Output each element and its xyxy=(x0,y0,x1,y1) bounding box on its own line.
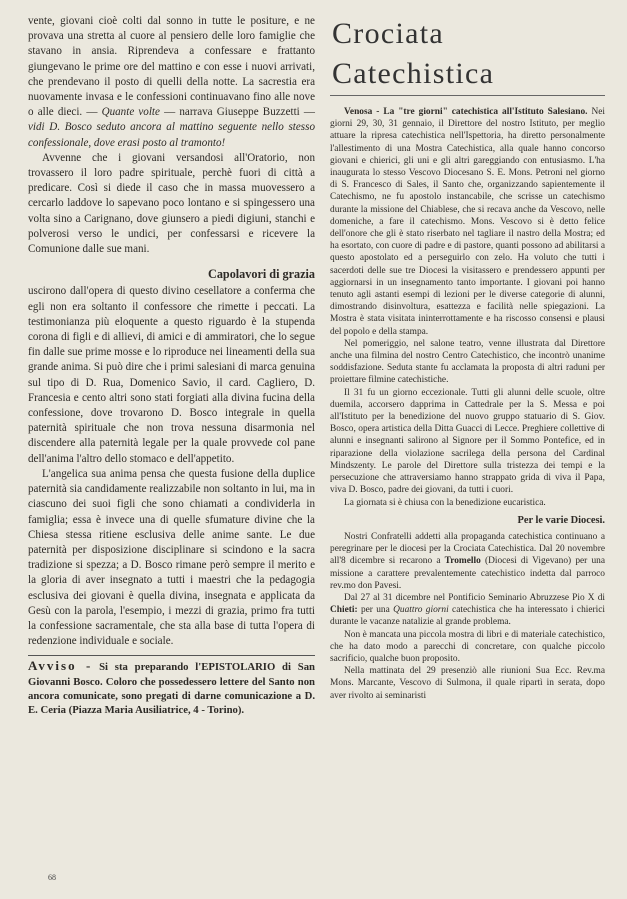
paragraph: vente, giovani cioè colti dal sonno in tutte le positure, e ne provava una stretta al cuore al pensiero delle loro famiglie che stavano in ansia. Riprendeva a confessare e frattanto giungevano le prime ore del mattino e con esse i nuovi arrivati, che prendevano il posto di quelli della notte. La sacrestia era nuovamente invasa e le confessioni continuavano fino alle nove o alle dieci. — Quante volte — narrava Giuseppe Buzzetti — vidi D. Bosco seduto ancora al mattino seguente nello stesso confessionale, dove erasi posto al tramonto! xyxy=(28,15,315,149)
paragraph: Dal 27 al 31 dicembre nel Pontificio Seminario Abruzzese Pio X di Chieti: per una Quattro giorni catechistica che ha interessato i chierici durante le vacanze natalizie al grande problema. xyxy=(330,592,606,628)
page-title: Crociata Catechistica xyxy=(330,14,605,96)
right-column xyxy=(330,14,605,702)
notice-text: Si sta preparando l'EPISTOLARIO di San Giovanni Bosco. Coloro che possedessero lettere del Santo non ancora comunicate, sono pregati di darne comunicazione a D. E. Ceria (Piazza Maria Ausiliatrice, 4 - Torino). xyxy=(28,661,315,716)
paragraph: Avvenne che i giovani versandosi all'Oratorio, non trovassero il loro padre spirituale, perchè fuori di città a predicare. Così si diede il caso che in massa muovessero a cercarlo laddove lo sapevano poco lontano e si spingessero una volta sino a Carignano, dove giunsero a piedi digiuni, stanchi e polverosi verso le undici, per confessarsi e ricevere la Comunione dalle sue mani. xyxy=(28,151,315,256)
notice-box xyxy=(28,659,315,717)
paragraph: Nel pomeriggio, nel salone teatro, venne illustrata dal Direttore anche una filmina del nostro Centro Catechistico, che incontrò unanime soddisfazione. Seduta stante fu acclamata la proposta di altri raduni per proiettare filmine catechistiche. xyxy=(330,338,605,386)
notice-lead: Avviso - xyxy=(28,658,93,674)
divider xyxy=(28,655,315,656)
paragraph: Non è mancata una piccola mostra di libri e di materiale catechistico, che ha dato modo a parecchi di concretare, con qualche piccolo sacrificio, qualche buon proposito. xyxy=(330,629,605,664)
paragraph: La giornata si è chiusa con la benedizione eucaristica. xyxy=(344,497,546,508)
paragraph: Nella mattinata del 29 presenziò alle riunioni Sua Ecc. Rev.ma Mons. Marcante, Vescovo di Sulmona, il quale ripartì in serata, dopo aver rivolto ai seminaristi xyxy=(330,666,605,701)
paragraph: Nostri Confratelli addetti alla propaganda catechistica continuano a peregrinare per le diocesi per la Crociata Catechistica. Dal 20 novembre all'8 dicembre si recarono a Tromello (Diocesi di Vigevano) per una missione a carattere prevalentemente catechistico indetta dal parroco rev.mo don Pavesi. xyxy=(330,531,606,591)
section-heading: Capolavori di grazia xyxy=(208,267,315,282)
left-column xyxy=(28,14,315,717)
paragraph: uscirono dall'opera di questo divino cesellatore a conferma che egli non era soltanto il confessore che rimette i peccati. La testimonianza più eloquente a questo riguardo è la stupenda corona di figli e di allievi, di amici e di ammiratori, che lo segue fin dalle sue prime mosse e lo riproduce nei lineamenti della sua grande anima. Si può dire che i primi salesiani di marca genuina sul tipo di D. Rua, Domenico Savio, il card. Cagliero, D. Francesia e cento altri sono stati forgiati alla divina fucina della confessione, dove trovarono D. Bosco integrale in quella paternità spirituale che non trova nessuna disarmonia nel discendere alla paternità legale per la quale provvede col pane dell'anima l'altro dello stomaco e dell'appetito. xyxy=(28,285,315,465)
paragraph: L'angelica sua anima pensa che questa fusione della duplice paternità sia candidamente realizzabile non soltanto in lui, ma in ciascuno dei suoi figli che sono chiamati a condividerla in famiglia; essa è invece una di quelle sfumature divine che la Chiesa stessa ritiene esclusiva delle anime sante. Le due paternità per disposizione disciplinare si scindono e la sacra tradizione si spezza; a D. Bosco rimane però sempre il merito e la gloria di aver insegnato a tutti i maestri che la pedagogia esclusiva dei giovani è quella divina, insegnata e applicata da Gesù con la parola, l'esempio, i mezzi di grazia, primo fra tutti la confessione sacramentale, che sta alla base di tutta l'opera di redenzione individuale e sociale. xyxy=(28,467,315,648)
page-number: 68 xyxy=(48,873,56,882)
paragraph: Il 31 fu un giorno eccezionale. Tutti gli alunni delle scuole, oltre duemila, accorsero dapprima in Cattedrale per la S. Messa e poi all'Istituto per la benedizione del nuovo gruppo statuario di S. Giov. Bosco, opera artistica della Ditta Guacci di Lecce. Preghiere collettive di alunni e insegnanti salirono al Signore per il Sommo Pontefice, ed in riparazione della violazione sacrilega della persona del Cardinal Mindszenty. Le parole del Direttore sulla tristezza dei tempi e la persecuzione che attraversiamo hanno strappato grida di viva il Papa, viva D. Bosco, padre dei giovani, da tutti i cuori. xyxy=(330,387,605,496)
paragraph: Venosa - La "tre giorni" catechistica all'Istituto Salesiano. Nei giorni 29, 30, 31 gennaio, il Direttore del nostro Istituto, per meglio attuare la ripresa catechistica nell'Ispettoria, ha diretto personalmente l'allestimento di una Mostra Catechistica, alla quale hanno concorso giovani e chierici, gli uni e gli altri gareggiando con entusiasmo. L'ha inaugurata lo stesso Vescovo Diocesano S. E. Mons. Petroni nel giorno di S. Francesco di Sales, il Santo che, organizzando sapientemente il Catechismo, ne fu apostolo instancabile, che scrisse un catechismo durante la missione del Chiablese, che si recava anche da Vescovo, nelle domeniche, a fare il catechismo. Mons. Vescovo si è detto felice dell'onore che gli è stato riserbato nel tagliare il nastro della Mostra; ed ha esortato, con cuore di padre e di pastore, quanti possono ad abilitarsi a questo apostolato ed a perseguirlo con zelo. Ha voluto che tutti i sacerdoti delle sue tre Diocesi la visitassero e prendessero appunti per aggiornarsi in un insegnamento tanto importante. I giovani poi hanno tenuto agli astanti esempi di lezioni per le diverse categorie di alunni, dimostrando disinvoltura, esattezza e facilità nelle spiegazioni. La Mostra è stata visitata ininterrottamente e ha riscosso consensi e plausi del popolo e della stampa. xyxy=(330,107,606,337)
section-heading: Per le varie Diocesi. xyxy=(517,514,605,526)
